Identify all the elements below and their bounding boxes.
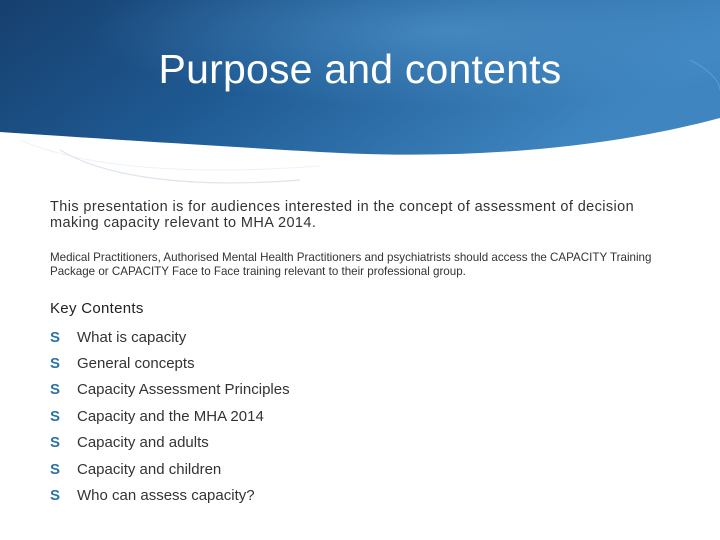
bullet-icon: S xyxy=(50,355,61,373)
bullet-icon: S xyxy=(50,407,61,425)
intro-paragraph: This presentation is for audiences interested in the concept of assessment of decision making capacity relevant to MHA 2014. xyxy=(50,199,635,231)
list-item-label: Capacity and children xyxy=(77,460,222,478)
list-item xyxy=(50,403,290,429)
list-item xyxy=(50,324,290,350)
bullet-icon: S xyxy=(50,460,61,478)
list-item xyxy=(50,350,290,376)
list-item xyxy=(50,482,290,508)
bullet-icon: S xyxy=(50,328,61,346)
list-item-label: General concepts xyxy=(77,355,195,373)
list-item xyxy=(50,456,290,482)
header-background xyxy=(0,0,720,200)
list-item-label: Capacity and the MHA 2014 xyxy=(77,407,264,425)
list-item-label: Who can assess capacity? xyxy=(77,487,255,505)
list-item xyxy=(50,377,290,403)
bullet-icon: S xyxy=(50,381,61,399)
list-item-label: Capacity Assessment Principles xyxy=(77,381,290,399)
list-item-label: What is capacity xyxy=(77,328,187,346)
audience-note: Medical Practitioners, Authorised Mental Health Practitioners and psychiatrists should access the CAPACITY Training Package or CAPACITY Face to Face training relevant to their professional group. xyxy=(50,251,652,278)
key-contents-list xyxy=(50,324,290,509)
key-contents-heading: Key Contents xyxy=(50,300,144,317)
slide-title: Purpose and contents xyxy=(158,46,562,92)
bullet-icon: S xyxy=(50,487,61,505)
list-item-label: Capacity and adults xyxy=(77,434,209,452)
list-item xyxy=(50,430,290,456)
bullet-icon: S xyxy=(50,434,61,452)
